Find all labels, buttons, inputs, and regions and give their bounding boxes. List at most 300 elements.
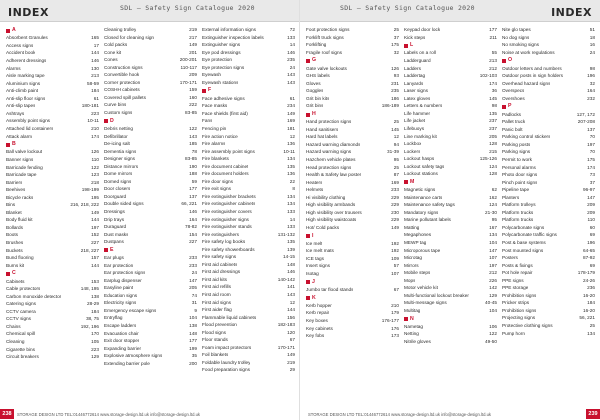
- index-entry: [104, 262, 197, 270]
- index-entry-name: De-icing salt: [104, 141, 130, 147]
- index-entry-page: 229: [391, 217, 399, 223]
- index-entry: [502, 307, 595, 315]
- index-entry-page: 56, 221: [579, 315, 595, 321]
- index-entry-name: Anti-climb paint: [6, 88, 39, 94]
- index-entry-name: Pot hole repair: [502, 270, 533, 276]
- section-letter: D: [110, 117, 114, 124]
- index-entry-name: Fire extinguisher stands: [202, 224, 252, 230]
- index-entry-page: 149: [287, 110, 295, 116]
- index-entry: [502, 194, 595, 202]
- section-letter: M: [410, 178, 415, 185]
- index-entry: [202, 49, 295, 57]
- index-entry-page: 212: [489, 65, 497, 71]
- index-entry: [202, 276, 295, 284]
- section-marker-icon: [306, 280, 310, 284]
- index-entry-name: Eye protection: [202, 57, 232, 63]
- index-entry-page: 167: [489, 224, 497, 230]
- index-entry: [502, 80, 595, 88]
- index-entry-page: 213: [91, 73, 99, 79]
- index-entry-page: 209: [587, 209, 595, 215]
- index-entry: [306, 133, 399, 141]
- index-entry-name: Hand protection signs: [306, 119, 352, 125]
- index-entry-name: No smoking signs: [502, 42, 539, 48]
- index-entry-name: Bollards: [6, 224, 23, 230]
- index-entry: [404, 216, 497, 224]
- index-entry: [202, 291, 295, 299]
- index-entry-page: 107: [391, 271, 399, 277]
- section-marker-icon: [306, 234, 310, 238]
- index-entry: [202, 314, 295, 322]
- index-entry-page: 25: [393, 119, 399, 125]
- index-entry: [104, 64, 197, 72]
- index-entry-name: Door closers: [104, 186, 131, 192]
- index-entry-page: 175: [587, 156, 595, 162]
- index-entry-name: Face adhesive signs: [202, 95, 245, 101]
- index-entry: [202, 268, 295, 276]
- index-entry-page: 136: [287, 171, 295, 177]
- index-entry-page: 147: [587, 194, 595, 200]
- index-entry-page: 236: [587, 285, 595, 291]
- index-entry-page: 51: [589, 27, 595, 32]
- index-entry-name: Evacuation chair: [104, 330, 139, 336]
- index-entry: [404, 194, 497, 202]
- page-number: 238: [0, 409, 14, 419]
- index-entry-page: 138: [91, 293, 99, 299]
- index-entry: [202, 56, 295, 64]
- index-entry-name: Head protection signs: [306, 164, 352, 170]
- index-entry: [404, 254, 497, 262]
- index-entry: [306, 156, 399, 164]
- index-entry-name: Matting: [404, 224, 420, 230]
- index-section-header: [202, 87, 295, 94]
- index-entry: [306, 247, 399, 255]
- index-entry-name: Posts & fixings: [502, 262, 533, 268]
- index-entry: [306, 262, 399, 270]
- index-entry: [202, 299, 295, 307]
- index-entry: [6, 171, 99, 179]
- index-entry-name: Line marking kit: [404, 133, 437, 139]
- index-entry-page: 177: [489, 27, 497, 32]
- index-entry: [104, 314, 197, 322]
- index-entry-name: Floor stands: [202, 337, 228, 343]
- index-entry: [306, 325, 399, 333]
- index-column: [306, 26, 399, 340]
- index-entry-page: 96-97: [583, 187, 595, 193]
- index-entry: [202, 200, 295, 208]
- index-entry: [404, 26, 497, 34]
- index-entry-page: 233: [391, 187, 399, 193]
- section-marker-icon: [404, 44, 408, 48]
- index-entry-page: 217: [189, 34, 197, 40]
- index-column: [202, 26, 295, 374]
- index-entry-page: 123: [91, 172, 99, 178]
- index-entry: [202, 148, 295, 156]
- index-entry: [306, 102, 399, 110]
- index-entry-name: Platform trucks: [502, 217, 534, 223]
- index-entry-name: Fire safety log books: [202, 239, 246, 245]
- index-entry-page: 205: [489, 133, 497, 139]
- index-entry: [306, 34, 399, 42]
- index-entry-page: 143: [189, 133, 197, 139]
- index-entry-page: 131-132: [277, 231, 295, 237]
- index-entry: [104, 345, 197, 353]
- index-entry-name: First aid dressings: [202, 269, 241, 275]
- index-entry-name: Access signs: [6, 42, 34, 48]
- index-entry-page: 57: [393, 263, 399, 269]
- index-entry-page: 229: [391, 202, 399, 208]
- index-entry-name: Multi-message signs: [404, 300, 447, 306]
- index-entry-name: Photo door signs: [502, 172, 538, 178]
- index-column: [104, 26, 197, 367]
- index-entry: [6, 293, 99, 301]
- index-section-header: [6, 27, 99, 34]
- section-letter: N: [410, 315, 414, 322]
- index-entry-name: Parking signs: [502, 149, 531, 155]
- index-entry-name: Planters: [502, 194, 520, 200]
- index-entry-page: 70: [589, 149, 595, 155]
- index-entry-name: Anti-slip floor signs: [6, 95, 46, 101]
- index-entry-page: 64-65: [583, 247, 595, 253]
- index-section-header: [6, 141, 99, 148]
- catalogue-title: SDL – Safety Sign Catalogue 2020: [340, 4, 475, 12]
- index-entry-page: 122: [489, 331, 497, 337]
- index-entry-page: 184: [587, 300, 595, 306]
- index-entry: [404, 209, 497, 217]
- index-entry-page: 69: [589, 232, 595, 238]
- index-entry-page: 139: [287, 246, 295, 252]
- index-entry-page: 165: [91, 35, 99, 41]
- index-entry-page: 58-59: [87, 80, 99, 86]
- section-marker-icon: [104, 248, 108, 252]
- index-entry-page: 188: [189, 171, 197, 177]
- index-entry-name: Pricker strips: [502, 300, 530, 306]
- index-entry-page: 135: [287, 163, 295, 169]
- index-entry-page: 223: [91, 346, 99, 352]
- index-section-header: [404, 42, 497, 49]
- index-entry: [502, 171, 595, 179]
- index-entry: [6, 102, 99, 110]
- index-entry-name: Extending barrier pole: [104, 360, 150, 366]
- section-marker-icon: [502, 59, 506, 63]
- index-entry-name: Fire assembly point signs: [202, 148, 255, 154]
- index-entry-name: Lifebuoys: [404, 125, 425, 131]
- footer-contact: STORAGE DESIGN LTD TEL:01446772614 www.storage-design.ltd.uk info@storage-design.ltd.uk: [17, 412, 201, 417]
- index-entry-page: 67: [289, 337, 295, 343]
- index-entry-name: Ear protection signs: [104, 270, 146, 276]
- index-section-header: [306, 232, 399, 239]
- index-entry-name: Attached lid containers: [6, 125, 54, 131]
- index-entry: [104, 34, 197, 42]
- index-entry: [6, 194, 99, 202]
- index-entry: [104, 292, 197, 300]
- index-entry: [306, 141, 399, 149]
- index-entry-page: 178-179: [577, 270, 595, 276]
- index-entry-page: 144: [91, 217, 99, 223]
- index-entry-page: 21-30: [485, 209, 497, 215]
- index-entry: [404, 125, 497, 133]
- index-entry-name: Ashtrays: [6, 110, 25, 116]
- index-entry-page: 16-20: [583, 292, 595, 298]
- index-entry: [104, 155, 197, 163]
- index-entry-name: Mirrors: [404, 262, 419, 268]
- index-entry-page: 146: [91, 58, 99, 64]
- index-entry: [306, 209, 399, 217]
- index-entry: [502, 34, 595, 42]
- index-entry-name: Body fluid kit: [6, 217, 33, 223]
- index-entry: [404, 330, 497, 338]
- index-entry: [202, 79, 295, 87]
- index-entry: [202, 246, 295, 254]
- index-entry: [202, 178, 295, 186]
- index-section-header: [502, 103, 595, 110]
- index-entry-page: 83-85: [185, 156, 197, 162]
- index-entry-name: Emergency escape signs: [104, 307, 157, 313]
- index-entry: [202, 102, 295, 110]
- index-entry: [502, 322, 595, 330]
- index-entry: [6, 95, 99, 103]
- index-entry-name: Prohibition signs: [502, 307, 537, 313]
- index-entry-page: 37: [393, 34, 399, 40]
- index-entry-page: 95: [491, 217, 497, 223]
- index-entry-name: Platform trolleys: [502, 202, 536, 208]
- index-entry-page: 67: [393, 286, 399, 292]
- index-entry-name: Hazard warning diamonds: [306, 141, 361, 147]
- section-marker-icon: [6, 272, 10, 276]
- index-entry-name: Escape ladders: [104, 323, 137, 329]
- index-entry-page: 170-171: [179, 79, 197, 85]
- index-entry-name: Pinch point signs: [502, 179, 538, 185]
- index-entry-page: 105: [91, 338, 99, 344]
- index-entry-page: 184: [91, 308, 99, 314]
- index-entry-name: Fencing pin: [202, 125, 227, 131]
- index-section-header: [104, 118, 197, 125]
- index-entry-name: CCTV signs: [6, 316, 32, 322]
- index-entry-name: Dressings: [104, 208, 125, 214]
- index-entry: [306, 80, 399, 88]
- index-entry-name: Cones: [104, 57, 118, 63]
- section-letter: F: [208, 87, 212, 94]
- index-entry: [104, 330, 197, 338]
- index-entry-name: Overshoes: [502, 95, 525, 101]
- index-entry: [306, 95, 399, 103]
- index-entry-name: Pipeline tape: [502, 187, 530, 193]
- index-entry-name: Fire extinguishers: [202, 231, 239, 237]
- index-entry: [6, 179, 99, 187]
- index-entry: [104, 307, 197, 315]
- index-entry: [6, 254, 99, 262]
- index-entry-page: 104: [489, 307, 497, 313]
- index-entry: [104, 26, 197, 34]
- index-entry: [502, 247, 595, 255]
- index-entry-name: Dust masks: [104, 231, 129, 237]
- index-entry-page: 122: [91, 164, 99, 170]
- index-entry-name: Blanket: [6, 209, 22, 215]
- index-entry: [306, 179, 399, 187]
- index-entry: [6, 87, 99, 95]
- index-entry-name: Pallet truck: [502, 119, 526, 125]
- index-entry: [306, 65, 399, 73]
- index-entry-page: 18: [589, 34, 595, 40]
- index-entry: [104, 125, 197, 133]
- index-entry: [6, 239, 99, 247]
- index-entry-name: Aluminium signs: [6, 80, 41, 86]
- index-entry-name: Hot/ Cold packs: [306, 224, 340, 230]
- index-entry-page: 133: [287, 224, 295, 230]
- index-entry-page: 106: [489, 323, 497, 329]
- index-entry-name: Hard hat labels: [306, 134, 338, 140]
- index-entry: [202, 366, 295, 374]
- section-letter: H: [312, 110, 316, 117]
- index-entry: [104, 148, 197, 156]
- index-entry: [6, 72, 99, 80]
- index-entry-page: 174: [91, 133, 99, 139]
- index-entry: [502, 224, 595, 232]
- index-entry-page: 87: [393, 172, 399, 178]
- index-entry: [6, 353, 99, 361]
- page-footer: [300, 408, 600, 420]
- index-entry: [202, 125, 295, 133]
- index-entry-name: Bins: [6, 202, 16, 208]
- index-entry-page: 192, 196: [80, 323, 99, 329]
- index-entry-page: 219: [189, 27, 197, 32]
- index-entry-page: 24: [191, 270, 197, 276]
- index-entry-name: Exit door stopper: [104, 338, 140, 344]
- index-entry: [6, 34, 99, 42]
- index-entry-name: Lockout safety tags: [404, 163, 445, 169]
- index-entry-name: Foot protection signs: [306, 27, 350, 32]
- index-entry-name: First aider flag: [202, 307, 232, 313]
- index-entry-page: 109: [391, 255, 399, 261]
- index-entry-name: Flammable liquid cabinets: [202, 314, 257, 320]
- index-entry: [502, 330, 595, 338]
- index-entry-name: Helmets: [306, 187, 324, 193]
- index-entry-name: Maintenance safety tags: [404, 202, 455, 208]
- index-entry: [306, 216, 399, 224]
- index-entry: [202, 185, 295, 193]
- index-entry-page: 66, 221: [181, 201, 197, 207]
- index-entry-name: Kick steps: [404, 34, 426, 40]
- index-entry: [306, 171, 399, 179]
- index-entry: [404, 87, 497, 95]
- index-entry: [104, 94, 197, 102]
- index-entry-page: 134: [287, 201, 295, 207]
- index-entry-page: 186: [391, 95, 399, 101]
- index-entry-page: 146: [189, 208, 197, 214]
- index-entry-name: Circuit breakers: [6, 354, 39, 360]
- index-entry-name: Domed signs: [104, 178, 132, 184]
- index-entry: [404, 140, 497, 148]
- section-marker-icon: [306, 113, 310, 117]
- index-entry-page: 146: [287, 49, 295, 55]
- index-entry-page: 122: [189, 125, 197, 131]
- index-entry: [306, 72, 399, 80]
- index-entry: [6, 42, 99, 50]
- index-entry-page: 141: [287, 284, 295, 290]
- index-entry: [404, 277, 497, 285]
- index-entry-name: Outdoor letters and numbers: [502, 65, 562, 71]
- index-entry-name: Polycarbonate signs: [502, 224, 545, 230]
- index-entry-page: 148, 195: [80, 286, 99, 292]
- index-entry-page: 200: [189, 360, 197, 366]
- index-entry-page: 164: [587, 88, 595, 94]
- index-section-header: [306, 279, 399, 286]
- index-entry-name: Bicycle racks: [6, 194, 34, 200]
- index-entry: [404, 72, 497, 80]
- index-entry: [502, 26, 595, 34]
- index-entry: [502, 254, 595, 262]
- index-entry: [502, 148, 595, 156]
- index-entry-name: Fire safety signs: [202, 254, 237, 260]
- index-entry-name: Extinguisher signs: [202, 42, 241, 48]
- index-entry-page: 174: [587, 164, 595, 170]
- index-entry-name: Nitrile gloves: [404, 338, 431, 344]
- index-entry-page: 37: [589, 179, 595, 185]
- index-entry-page: 179: [391, 310, 399, 316]
- index-entry-name: Life hammer: [404, 110, 431, 116]
- index-entry-page: 36: [491, 88, 497, 94]
- index-section-header: [404, 315, 497, 322]
- index-entry-name: Alarms: [6, 65, 21, 71]
- index-entry-page: 95: [393, 156, 399, 162]
- index-entry-page: 180-181: [81, 103, 99, 109]
- index-entry: [404, 57, 497, 65]
- page-footer: [0, 408, 300, 420]
- index-entry-name: Closed for cleaning sign: [104, 34, 155, 40]
- index-entry-name: Megaphones: [404, 232, 432, 238]
- index-entry-name: Grit bin kits: [306, 95, 330, 101]
- section-letter: I: [312, 232, 314, 239]
- index-entry-name: Cabinets: [6, 278, 25, 284]
- index-entry: [306, 224, 399, 232]
- index-entry: [6, 117, 99, 125]
- index-entry-page: 9: [194, 307, 197, 313]
- index-entry-page: 31-39: [387, 149, 399, 155]
- index-entry: [202, 34, 295, 42]
- index-entry-page: 197: [489, 262, 497, 268]
- index-entry: [104, 86, 197, 94]
- index-entry-name: Fire extinguisher brackets: [202, 193, 256, 199]
- index-entry-page: 149: [287, 352, 295, 358]
- index-entry-name: Ear protection: [104, 262, 134, 268]
- index-entry-name: Buckets: [6, 247, 23, 253]
- index-entry-name: GHS labels: [306, 73, 330, 79]
- index-entry-name: Fire extinguisher covers: [202, 208, 252, 214]
- section-marker-icon: [6, 143, 10, 147]
- index-entry: [202, 261, 295, 269]
- index-entry-name: Designer signs: [104, 156, 136, 162]
- index-entry-page: 152: [91, 232, 99, 238]
- index-entry-name: Kerb repair: [306, 310, 330, 316]
- index-entry-page: 78: [191, 148, 197, 154]
- section-letter: C: [12, 270, 16, 277]
- index-entry-page: 170-171: [277, 344, 295, 350]
- section-marker-icon: [202, 89, 206, 93]
- index-entry-name: Carbon monoxide detector: [6, 293, 62, 299]
- index-entry: [404, 224, 497, 232]
- index-entry-page: 98: [491, 103, 497, 109]
- right-page: [300, 0, 600, 420]
- index-entry-name: Dustpans: [104, 239, 124, 245]
- index-column: [6, 26, 99, 361]
- section-marker-icon: [306, 296, 310, 300]
- index-entry-page: 61: [289, 95, 295, 101]
- index-entry-page: 143: [287, 291, 295, 297]
- index-entry-name: Absorbent Granules: [6, 35, 48, 41]
- index-entry-name: External information signs: [202, 27, 256, 32]
- index-entry-name: Barriers: [6, 179, 23, 185]
- index-entry: [306, 148, 399, 156]
- index-entry-name: Gate valve lockouts: [306, 65, 347, 71]
